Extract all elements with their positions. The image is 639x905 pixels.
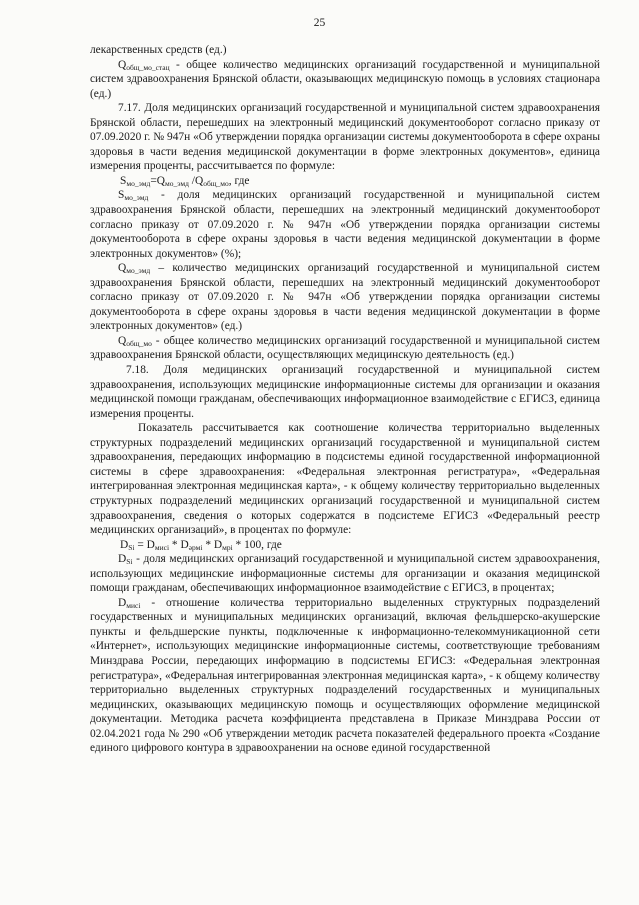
definition-d-mis: $D_{мисi}$ - отношение количества территориально выделенных структурных подразделений государственных и муниципальных медицинских организаций, включая фельдшерско-акушерские пункты и фельдшерские пункты, подключенные к информационно-телекоммуникационной сети «Интернет», использующих медицинские информационные системы, соответствующие требованиям Минздрава России, передающих информацию в подсистемы ЕГИСЗ: «Федеральная электронная регистратура», «Федеральная интегрированная электронная медицинская карта», - к общему количеству территориально выделенных структурных подразделений государственных и муниципальных медицинских, оказывающих медицинскую помощь и осуществляющих оформление медицинской документации. Методика расчета коэффициента представлена в Приказе Минздрава России от 02.04.2021 года № 290 «Об утверждении методик расчета показателей федерального проекта «Создание единого цифрового контура в здравоохранении на основе единой государственной (90, 596, 600, 755)
definition-s-emd: $S_{мо\_эмд}$ - доля медицинских организаций государственной и муниципальной систем здравоохранения Брянской области, перешедших на электронный медицинский документооборот согласно приказу от 07.09.2020 г. № 947н «Об утверждении порядка организации системы документооборота в сфере охраны здоровья в части ведения медицинской документации в форме электронных документов» (%); (90, 189, 600, 260)
document-body (90, 43, 600, 756)
paragraph-continuation: лекарственных средств (ед.) (90, 44, 227, 56)
indicator-calculation-paragraph: Показатель рассчитывается как соотношение количества территориально выделенных структурных подразделений медицинских организаций государственной и муниципальной систем здравоохранения, передающих информацию в подсистемы единой государственной информационной системы в сфере здравоохранения: «Федеральная электронная регистратура», «Федеральная интегрированная электронная медицинская карта», - к общему количеству территориально выделенных структурных подразделений медицинских организаций государственной и муниципальной систем здравоохранения, сведения о которых содержатся в подсистеме ЕГИСЗ «Федеральный реестр медицинских организаций», в процентах по формуле: (90, 422, 600, 537)
page-number: 25 (313, 17, 326, 29)
definition-q-emd: $Q_{мо\_эмд}$ – количество медицинских организаций государственной и муниципальной систем здравоохранения Брянской области, перешедших на электронный медицинский документооборот согласно приказу от 07.09.2020 г. № 947н «Об утверждении порядка организации системы документооборота в сфере охраны здоровья в части ведения медицинской документации в форме электронных документов» (ед.) (90, 262, 600, 333)
section-7-18: 7.18. Доля медицинских организаций государственной и муниципальной систем здравоохранения, использующих медицинские информационные системы для организации и оказания медицинской помощи гражданам, обеспечивающих информационное взаимодействие с ЕГИСЗ, единица измерения проценты. (90, 364, 600, 420)
definition-q-total-inpatient: $Q_{общ\_мо\_стац}$ - общее количество медицинских организаций государственной и муниципальной систем здравоохранения Брянской области, оказывающих медицинскую помощь в условиях стационара (ед.) (90, 58, 600, 100)
formula-d-si: $D_{Si} = D_{мисi} * D_{ǝрмi} * D_{мрi} * 100$, где (120, 538, 282, 552)
definition-q-total: $Q_{общ\_мо}$ - общее количество медицинских организаций государственной и муниципальной систем здравоохранения Брянской области, осуществляющих медицинскую деятельность (ед.) (90, 334, 600, 362)
section-7-17: 7.17. Доля медицинских организаций государственной и муниципальной систем здравоохранения Брянской области, перешедших на электронный медицинский документооборот согласно приказу от 07.09.2020 г. № 947н «Об утверждении порядка организации системы документооборота в сфере охраны здоровья в части ведения медицинской документации в форме электронных документов», единица измерения проценты, рассчитывается по формуле: (90, 102, 600, 173)
definition-d-si: $D_{Si}$ - доля медицинских организаций государственной и муниципальной систем здравоохранения, использующих медицинские информационные системы для организации и оказания медицинской помощи гражданам, обеспечивающих информационное взаимодействие с ЕГИСЗ, в процентах; (90, 553, 600, 595)
formula-s-emd: $S_{мо\_эмд}=Q_{мо\_эмд}$ $/Q_{общ\_мо}$, где (120, 174, 250, 188)
